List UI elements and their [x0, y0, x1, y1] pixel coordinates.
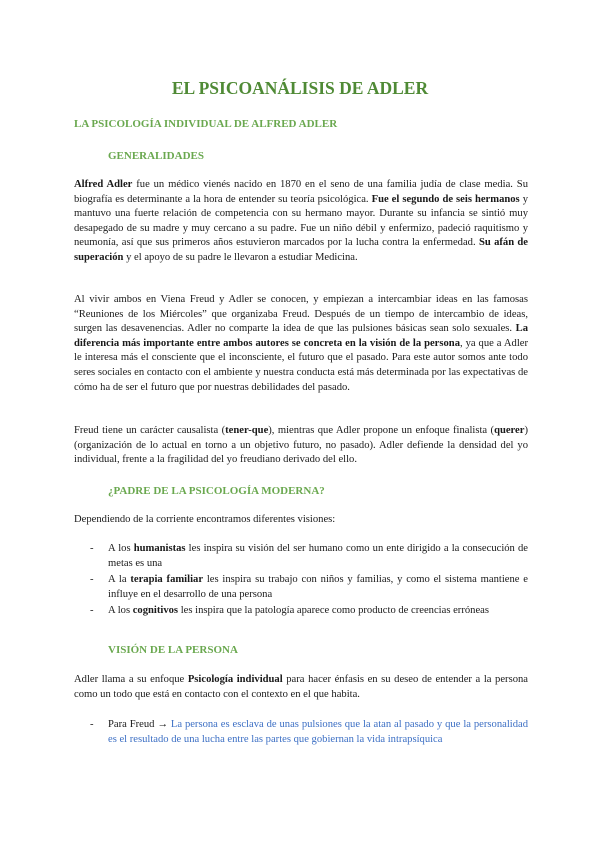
- padre-intro: Dependiendo de la corriente encontramos diferentes visiones:: [74, 514, 336, 525]
- list-item: [74, 718, 528, 747]
- vision-paragraph: [74, 673, 528, 702]
- bold-text: cognitivos: [132, 605, 179, 617]
- list-item: [74, 604, 528, 619]
- body-text: Adler llama a su enfoque: [74, 674, 188, 685]
- vision-list: [74, 718, 528, 749]
- body-text: les inspira su trabajo con niños y familias, y como el sistema mantiene e influye en el desarrollo de una persona: [108, 574, 528, 600]
- page-title: EL PSICOANÁLISIS DE ADLER: [171, 78, 429, 98]
- padre-list: [74, 542, 528, 621]
- bold-text: querer: [494, 425, 525, 436]
- body-text: Freud tiene un carácter causalista (: [74, 425, 226, 436]
- body-text: Para Freud →: [108, 719, 171, 730]
- body-text: les inspira su visión del ser humano como un ente dirigido a la consecución de metas es una: [108, 543, 528, 569]
- list-item: [74, 573, 528, 602]
- bold-text: La diferencia más importante entre ambos autores se concreta en la visión de la persona: [74, 323, 528, 349]
- highlighted-text: La persona es esclava de unas pulsiones que la atan al pasado y que la personalidad es el resultado de una lucha entre las partes que gobiernan la vida intrapsíquica: [108, 719, 529, 745]
- body-text: A los: [108, 605, 133, 617]
- bold-text: terapia familiar: [130, 574, 204, 586]
- bold-text: tener-que: [225, 425, 269, 436]
- body-text: Al vivir ambos en Viena Freud y Adler se conocen, y empiezan a intercambiar ideas en las famosas “Reuniones de los Miércoles” que organizaba Freud. Después de un tiempo de intercambio de ideas, surgen las desavenencias. Adler no comparte la idea de que las pulsiones básicas sean solo sexuales.: [74, 294, 528, 335]
- bold-text: Alfred Adler: [74, 179, 133, 190]
- padre-heading: ¿PADRE DE LA PSICOLOGÍA MODERNA?: [108, 485, 325, 497]
- body-text: fue un médico vienés nacido en 1870 en el seno de una familia judía de clase media. Su biografía es determinante a la hora de entender su teoría psicológica.: [74, 179, 528, 205]
- generalidades-paragraph-2: [74, 293, 528, 395]
- body-text: , ya que a Adler le interesa más el consciente que el inconsciente, el futuro que el pasado. Para este autor somos ante todo seres sociales en contacto con el ambiente y nuestra conducta está más determinada por las expectativas de cómo ha de ser el futuro que por nuestras debilidades del pasado.: [74, 337, 528, 393]
- bold-text: Su afán de superación: [74, 237, 529, 263]
- generalidades-paragraph-1: [74, 178, 528, 266]
- dash-bullet: -: [90, 574, 94, 586]
- section-heading: LA PSICOLOGÍA INDIVIDUAL DE ALFRED ADLER: [74, 118, 338, 130]
- generalidades-paragraph-3: [74, 424, 528, 468]
- body-text: para hacer énfasis en su deseo de entender a la persona como un todo que está en contacto con el contexto en el que habita.: [74, 674, 528, 700]
- dash-bullet: -: [90, 719, 94, 730]
- bold-text: Psicología individual: [187, 674, 283, 685]
- body-text: ) (organización de lo actual en torno a un objetivo futuro, no pasado). Adler defiende la densidad del yo individual, frente a la fragilidad del yo freudiano derivado del ello.: [74, 425, 528, 466]
- generalidades-heading: GENERALIDADES: [108, 150, 204, 162]
- body-text: y mantuvo una fuerte relación de competencia con su hermano mayor. Durante su infancia se sintió muy desapegado de su madre y muy cercano a su padre. Fue un niño débil y enfermizo, padeció raquitismo y neumonía, así que sus primeros años estuvieron marcados por la lucha contra la enfermedad.: [74, 193, 528, 249]
- body-text: y el apoyo de su padre le llevaron a estudiar Medicina.: [123, 251, 358, 263]
- vision-heading: VISIÓN DE LA PERSONA: [108, 644, 238, 656]
- dash-bullet: -: [90, 605, 94, 617]
- body-text: les inspira que la patología aparece como producto de creencias erróneas: [178, 605, 489, 617]
- body-text: ), mientras que Adler propone un enfoque finalista (: [268, 425, 495, 436]
- body-text: A los: [108, 543, 134, 554]
- dash-bullet: -: [90, 543, 94, 554]
- bold-text: Fue el segundo de seis hermanos: [371, 193, 520, 205]
- bold-text: humanistas: [133, 543, 186, 554]
- body-text: A la: [108, 574, 131, 586]
- list-item: [74, 542, 528, 571]
